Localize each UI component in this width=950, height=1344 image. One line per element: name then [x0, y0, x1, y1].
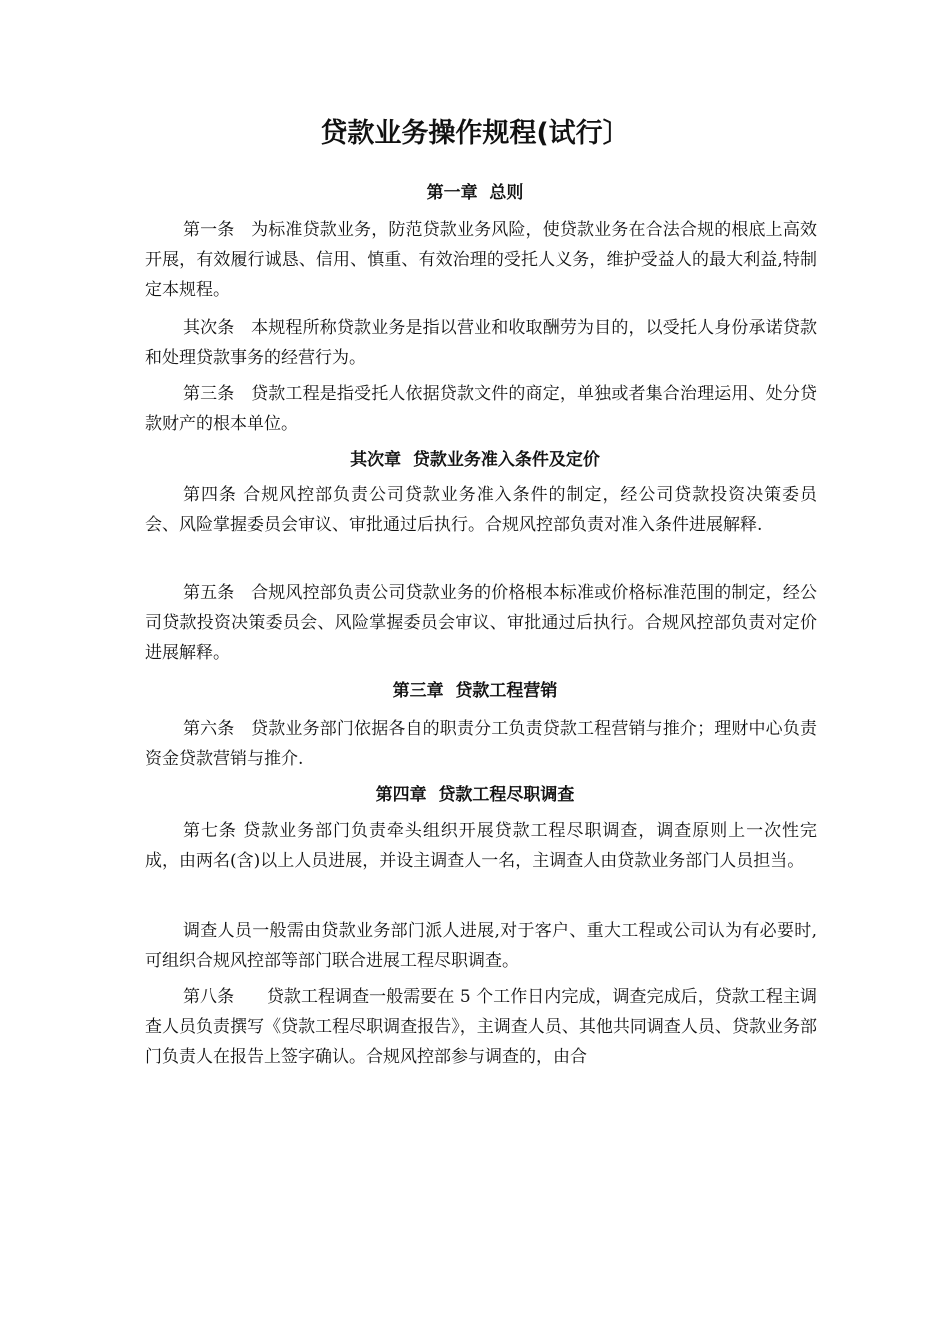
- chapter-4-heading: 第四章 贷款工程尽职调查: [375, 785, 575, 805]
- article-4-paragraph: 第四条 合规风控部负责公司贷款业务准入条件的制定，经公司贷款投资决策委员会、风险掌握委员会审议、审批通过后执行。合规风控部负责对准入条件进展解释.: [145, 485, 817, 535]
- chapter-2-heading: 其次章 贷款业务准入条件及定价: [350, 450, 600, 470]
- investigation-staff-paragraph: 调查人员一般需由贷款业务部门派人进展,对于客户、重大工程或公司认为有必要时,可组织合规风控部等部门联合进展工程尽职调查。: [145, 921, 817, 971]
- article-2-paragraph: 其次条 本规程所称贷款业务是指以营业和收取酬劳为目的，以受托人身份承诺贷款和处理贷款事务的经营行为。: [145, 318, 817, 368]
- article-8-paragraph: 第八条 贷款工程调查一般需要在 5 个工作日内完成，调查完成后，贷款工程主调查人员负责撰写《贷款工程尽职调查报告》，主调查人员、其他共同调查人员、贷款业务部门负责人在报告上签字确认。合规风控部参与调查的，由合: [145, 987, 817, 1067]
- article-1-paragraph: 第一条 为标准贷款业务，防范贷款业务风险，使贷款业务在合法合规的根底上高效开展，有效履行诚恳、信用、慎重、有效治理的受托人义务，维护受益人的最大利益,特制定本规程。: [145, 220, 817, 300]
- article-7-paragraph: 第七条 贷款业务部门负责牵头组织开展贷款工程尽职调查，调查原则上一次性完成，由两名(含)以上人员进展，并设主调查人一名，主调查人由贷款业务部门人员担当。: [145, 821, 817, 871]
- document-title: 贷款业务操作规程(试行〕: [320, 118, 630, 149]
- article-3-paragraph: 第三条 贷款工程是指受托人依据贷款文件的商定，单独或者集合治理运用、处分贷款财产的根本单位。: [145, 384, 817, 434]
- chapter-3-heading: 第三章 贷款工程营销: [392, 681, 558, 701]
- chapter-1-heading: 第一章 总则: [426, 183, 524, 203]
- article-6-paragraph: 第六条 贷款业务部门依据各自的职责分工负责贷款工程营销与推介；理财中心负责资金贷款营销与推介.: [145, 719, 817, 769]
- article-5-paragraph: 第五条 合规风控部负责公司贷款业务的价格根本标准或价格标准范围的制定，经公司贷款投资决策委员会、风险掌握委员会审议、审批通过后执行。合规风控部负责对定价进展解释。: [145, 583, 817, 663]
